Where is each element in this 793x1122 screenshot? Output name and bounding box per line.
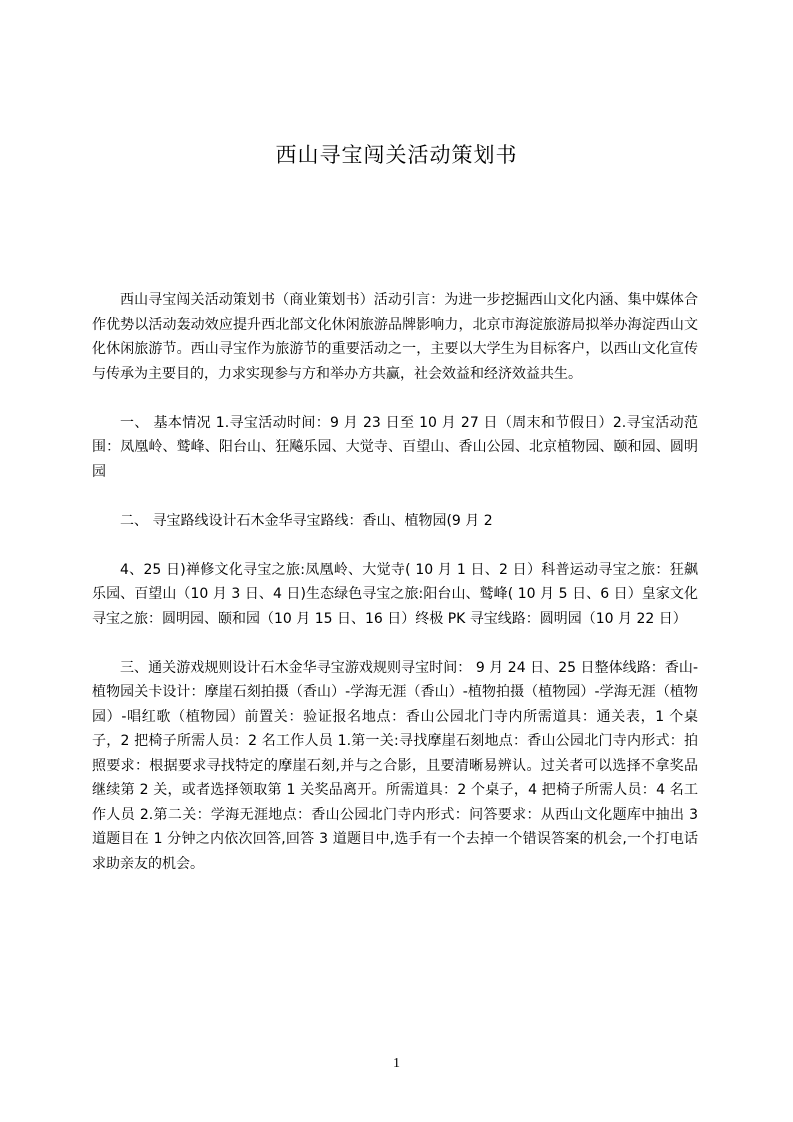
document-body — [92, 288, 698, 876]
paragraph-introduction: 西山寻宝闯关活动策划书（商业策划书）活动引言：为进一步挖掘西山文化内涵、集中媒体合作优势以活动轰动效应提升西北部文化休闲旅游品牌影响力，北京市海淀旅游局拟举办海淀西山文化休闲旅游节。西山寻宝作为旅游节的重要活动之一，主要以大学生为目标客户，以西山文化宣传与传承为主要目的，力求实现参与方和举办方共赢，社会效益和经济效益共生。 — [92, 292, 698, 382]
document-title: 西山寻宝闯关活动策划书 — [275, 143, 518, 167]
page-number: 1 — [393, 1056, 400, 1071]
paragraph-route-details: 4、25 日)禅修文化寻宝之旅:凤凰岭、大觉寺( 10 月 1 日、2 日）科普运动寻宝之旅：狂飙乐园、百望山（10 月 3 日、4 日)生态绿色寻宝之旅:阳台山、鹫峰( 10 月 5 日、6 日）皇家文化寻宝之旅：圆明园、颐和园（10 月 15 日、16 日）终极 PK 寻宝线路：圆明园（10 月 22 日） — [92, 561, 698, 627]
paragraph-spacer — [92, 386, 698, 411]
paragraph-route-heading: 二、 寻宝路线设计石木金华寻宝路线：香山、植物园(9 月 2 — [120, 512, 493, 529]
paragraph-spacer — [92, 631, 698, 656]
paragraph-spacer — [92, 484, 698, 509]
paragraph-spacer — [92, 533, 698, 558]
paragraph-basic-info: 一、 基本情况 1.寻宝活动时间：9 月 23 日至 10 月 27 日（周末和节假日）2.寻宝活动范围：凤凰岭、鹫峰、阳台山、狂飚乐园、大觉寺、百望山、香山公园、北京植物园、颐和园、圆明园 — [92, 414, 698, 480]
paragraph-game-rules: 三、通关游戏规则设计石木金华寻宝游戏规则寻宝时间： 9 月 24 日、25 日整体线路：香山-植物园关卡设计：摩崖石刻拍摄（香山）-学海无涯（香山）-植物拍摄（植物园）-学海无涯（植物园）-唱红歌（植物园）前置关：验证报名地点：香山公园北门寺内所需道具：通关表，1 个桌子，2 把椅子所需人员：2 名工作人员 1.第一关:寻找摩崖石刻地点：香山公园北门寺内形式：拍照要求：根据要求寻找特定的摩崖石刻,并与之合影，且要清晰易辨认。过关者可以选择不拿奖品继续第 2 关，或者选择领取第 1 关奖品离开。所需道具：2 个桌子，4 把椅子所需人员：4 名工作人员 2.第二关：学海无涯地点：香山公园北门寺内形式：问答要求：从西山文化题库中抽出 3 道题目在 1 分钟之内依次回答,回答 3 道题目中,选手有一个去掉一个错误答案的机会,一个打电话求助亲友的机会。 — [92, 659, 698, 872]
